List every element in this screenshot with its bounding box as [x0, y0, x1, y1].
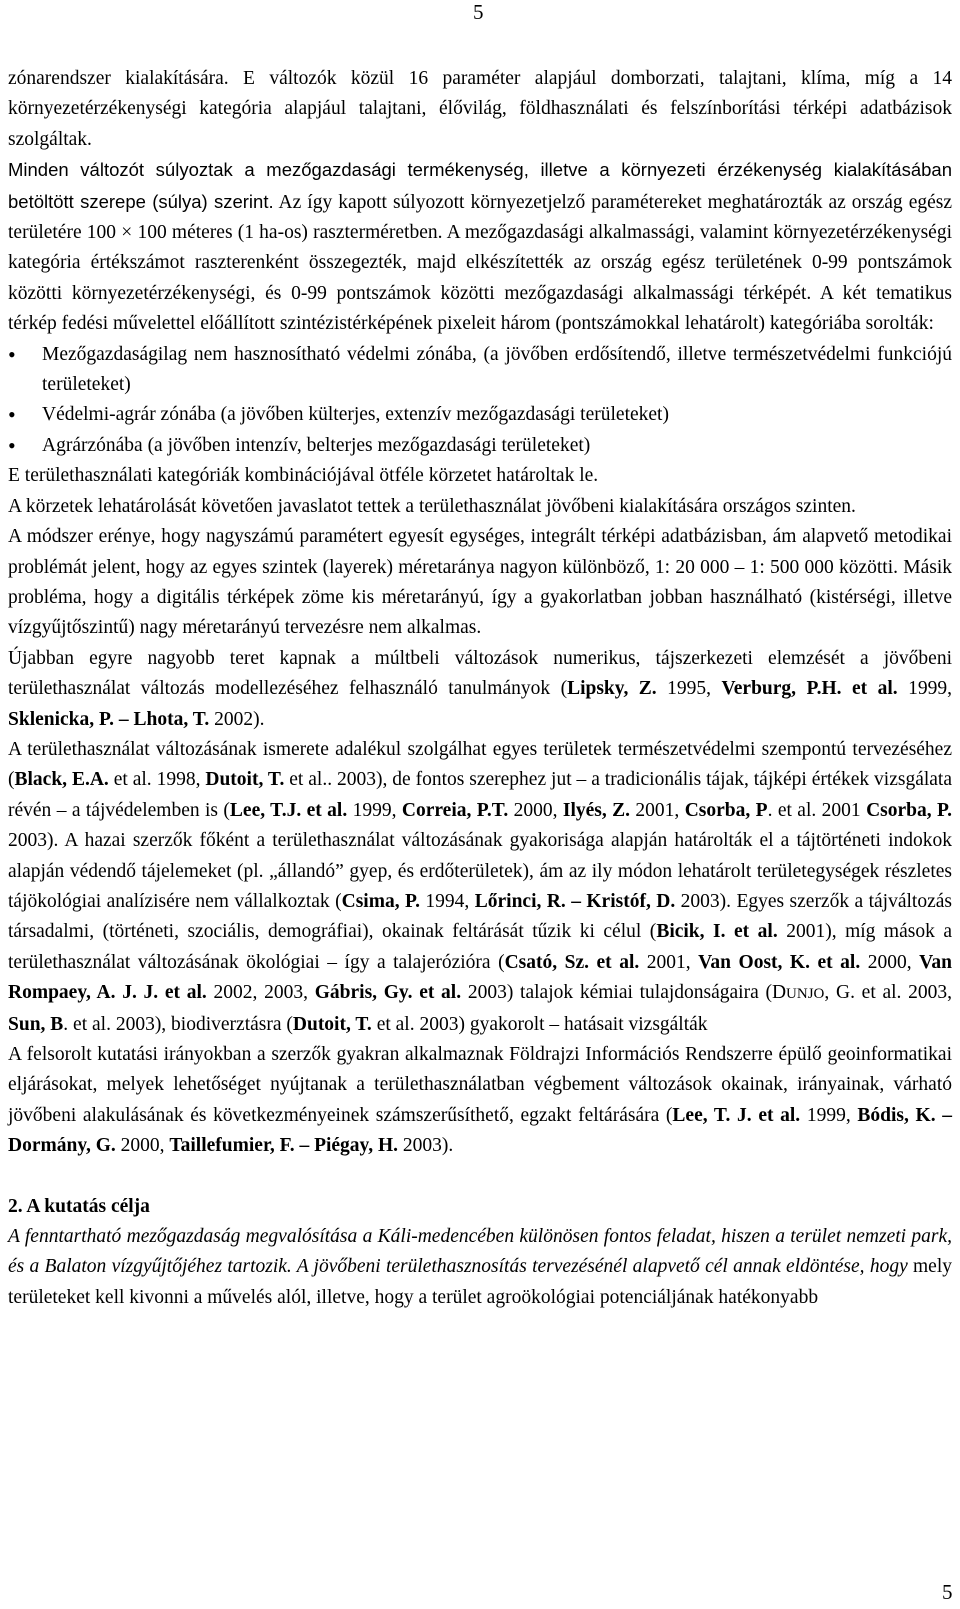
- text: 1995,: [656, 678, 722, 700]
- text: et al. 2003) gyakorolt – hatásait vizsgálták: [371, 1013, 708, 1035]
- paragraph: [8, 1040, 952, 1162]
- italic-text: A fenntartható mezőgazdaság megvalósítása a Káli-medencében különösen fontos feladat, hiszen a terület nemzeti park, és a Balaton vízgyűjtőjéhez tartozik. A jövőbeni területhasznosítás tervezésénél alapvető cél annak eldöntése, hogy: [8, 1226, 952, 1278]
- paragraph: A körzetek lehatárolását követően javaslatot tettek a területhasználat jövőbeni kialakítására országos szinten.: [8, 495, 856, 517]
- paragraph: zónarendszer kialakítására. E változók közül 16 paraméter alapjául domborzati, talajtani, klíma, míg a 14 környezetérzékenységi kategória alapjául talajtani, élővilág, földhasználati és felszínborítási térképi adatbázisok szolgáltak.: [8, 68, 952, 150]
- citation-author: Lőrinci, R. – Kristóf, D.: [474, 890, 676, 912]
- paragraph: [8, 644, 952, 735]
- bullet-list: [8, 340, 952, 462]
- list-item: • Mezőgazdaságilag nem hasznosítható védelmi zónába, (a jövőben erdősítendő, illetve természetvédelmi funkciójú területeket): [8, 340, 952, 401]
- text: A felsorolt kutatási irányokban a szerzők gyakran alkalmaznak Földrajzi Információs Rendszerre épülő geoinformatikai eljárásokat, melyek lehetőséget nyújtanak a területhasználatban végbement változások okainak, irányainak, várható jövőbeni alakulásának és következményeinek számszerűsíthető, egzakt feltárására (: [8, 1044, 952, 1126]
- text: et al.. 2003), de fontos szerephez jut – a tradicionális tájak, tájképi értékek vizsgálata révén – a tájvédelemben is (: [8, 769, 952, 821]
- citation-author: Black, E.A.: [14, 769, 109, 791]
- paragraph-sans-text: Minden változót súlyoztak a mezőgazdasági termékenység, illetve a környezeti érzékenység kialakításában betöltött szerepe (súlya) szerint.: [8, 159, 952, 212]
- citation-author: Lipsky, Z.: [567, 678, 657, 700]
- paragraph-text: mely területeket kell kivonni a művelés alól, illetve, hogy a terület agroökológiai potenciáljának hatékonyabb: [8, 1256, 953, 1308]
- page-number-top: 5: [473, 0, 484, 24]
- citation-author: Sun, B: [8, 1013, 64, 1035]
- citation-author: Lee, T. J. et al.: [672, 1104, 801, 1126]
- citation-author: Lee, T.J. et al.: [229, 799, 348, 821]
- text: 1999,: [800, 1104, 858, 1126]
- citation-author: Bódis, K. – Dormány, G.: [8, 1104, 953, 1157]
- citation-author: Csorba, P: [684, 799, 768, 821]
- text: 2001,: [630, 799, 685, 821]
- paragraph: E területhasználati kategóriák kombinációjával ötféle körzetet határoltak le.: [8, 465, 599, 487]
- paragraph: [8, 155, 952, 339]
- text: . et al. 2003), biodiverztásra (: [63, 1013, 293, 1035]
- text: 1999,: [897, 678, 953, 700]
- citation-author: Ilyés, Z.: [562, 799, 631, 821]
- citation-author: Csorba, P.: [866, 799, 953, 821]
- citation-author: Csima, P.: [341, 890, 420, 912]
- text: 2002, 2003,: [206, 982, 315, 1004]
- text: 1994,: [420, 890, 475, 912]
- document-body: [8, 64, 952, 1313]
- paragraph: A módszer erénye, hogy nagyszámú paramétert egyesít egységes, integrált térképi adatbázisban, ám alapvető metodikai problémát jelent, hogy az egyes szintek (layerek) méretaránya nagyon különböző, 1: 20 000 – 1: 500 000 közötti. Másik probléma, hogy a digitális térképek zöme kis méretarányú, így a gyakorlatban jobban használható (kistérségi, illetve vízgyűjtőszintű) nagy méretarányú tervezésre nem alkalmas.: [8, 526, 952, 639]
- text: Újabban egyre nagyobb teret kapnak a múltbeli változások numerikus, tájszerkezeti elemzését a jövőbeni területhasználat változás modellezéséhez felhasználó tanulmányok (: [8, 647, 952, 700]
- text: 2000,: [508, 799, 563, 821]
- text: 2003).: [398, 1135, 454, 1157]
- paragraph: [8, 735, 952, 1040]
- citation-author: Taillefumier, F. – Piégay, H.: [169, 1135, 399, 1157]
- text: et al. 1998,: [108, 769, 206, 791]
- text: 2001,: [639, 951, 699, 973]
- list-item: • Agrárzónába (a jövőben intenzív, belterjes mezőgazdasági területeket): [8, 431, 952, 461]
- text: 2000,: [860, 951, 920, 973]
- paragraph: [8, 1222, 952, 1313]
- text: 2003). Egyes szerzők a tájváltozás társadalmi, (történeti, szociális, demográfiai), okainak feltárását tűzik ki célul (: [8, 890, 952, 943]
- page-number-bottom: 5: [942, 1580, 953, 1604]
- section-heading: 2. A kutatás célja: [8, 1195, 150, 1217]
- text: 2003) talajok kémiai tulajdonságaira (D: [461, 982, 787, 1004]
- spacer: [8, 1162, 952, 1192]
- text: 2002).: [209, 708, 265, 730]
- text: 2001), míg mások a területhasználat változásának ökológiai – így a talajerózióra (: [8, 921, 952, 973]
- citation-author: Verburg, P.H. et al.: [721, 678, 898, 700]
- small-caps-text: UNJO: [786, 986, 825, 1003]
- text: A területhasználat változásának ismerete adalékul szolgálhat egyes területek természetvédelmi szempontú tervezéséhez (: [8, 738, 952, 791]
- text: , G. et al. 2003,: [824, 982, 953, 1004]
- citation-author: Correia, P.T.: [401, 799, 509, 821]
- citation-author: Dutoit, T.: [292, 1013, 372, 1035]
- citation-author: Dutoit, T.: [205, 769, 285, 791]
- citation-author: Csató, Sz. et al.: [504, 951, 640, 973]
- list-item: • Védelmi-agrár zónába (a jövőben külterjes, extenzív mezőgazdasági területeket): [8, 400, 952, 430]
- citation-author: Van Rompaey, A. J. J. et al.: [8, 951, 952, 1004]
- citation-author: Gábris, Gy. et al.: [314, 982, 462, 1004]
- citation-author: Bicik, I. et al.: [656, 921, 778, 943]
- text: . et al. 2001: [767, 799, 867, 821]
- citation-author: Sklenicka, P. – Lhota, T.: [8, 708, 210, 730]
- text: 2000,: [115, 1135, 170, 1157]
- text: 2003). A hazai szerzők főként a területhasználat változásának gyakorisága alapján határolták el a tájtörténeti indokok alapján védendő tájelemeket (pl. „állandó” gyep, és erdőterületek), ám az ily módon lehatárolt területegységek részletes tájökológiai analízisére nem vállalkoztak (: [8, 830, 952, 912]
- paragraph-text: Az így kapott súlyozott környezetjelző paramétereket meghatározták az ország egész területére 100 × 100 méteres (1 ha-os) raszterméretben. A mezőgazdasági alkalmassági, valamint környezetérzékenységi kategória értékszámot raszterenként összegezték, majd elkészítették az ország egész területének 0-99 pontszámok közötti környezetérzékenységi, és 0-99 pontszámok közötti mezőgazdasági alkalmassági térképét. A két tematikus térkép fedési művelettel előállított szintézistérképének pixeleit három (pontszámokkal lehatárolt) kategóriába sorolták:: [8, 191, 952, 335]
- citation-author: Van Oost, K. et al.: [698, 951, 861, 973]
- text: 1999,: [347, 799, 402, 821]
